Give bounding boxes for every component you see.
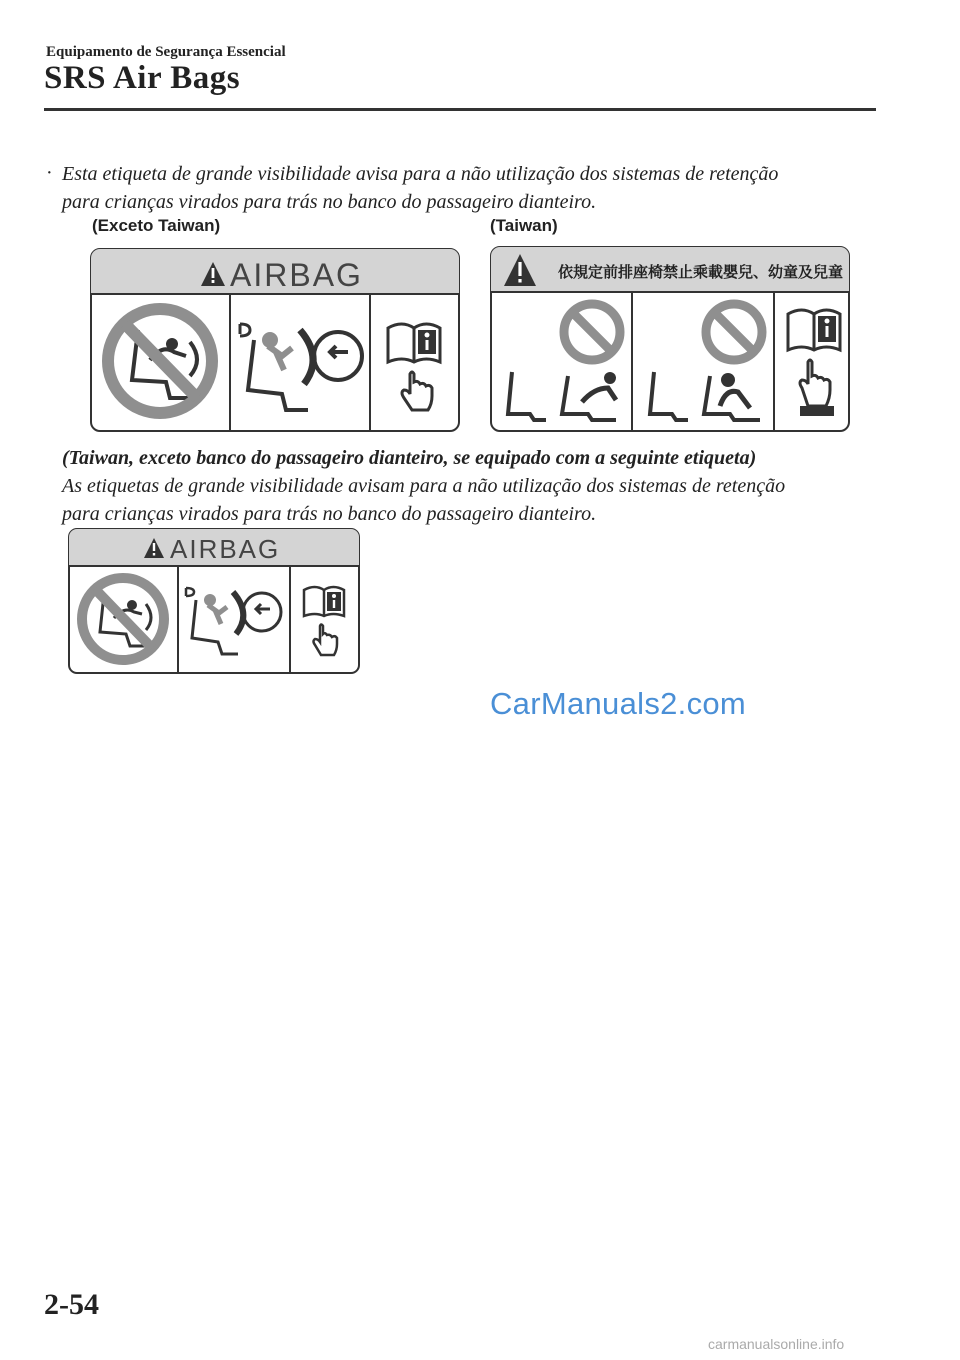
manual-book-icon [788,310,840,350]
caption-except-taiwan: (Exceto Taiwan) [92,216,221,235]
taiwan-warning-text: 依規定前排座椅禁止乘載嬰兒、幼童及兒童 [558,263,844,281]
footer-site-text: carmanualsonline.info [708,1336,845,1352]
airbag-label-text: AIRBAG [230,257,363,293]
airbag-warning-label-taiwan-rear [68,528,360,674]
title-divider [44,108,876,111]
paragraph-2-line-2: para crianças virados para trás no banco do passageiro dianteiro. [62,503,597,525]
paragraph-2-line-1: As etiquetas de grande visibilidade avisam para a não utilização dos sistemas de retenção [62,475,786,497]
airbag-label-text: AIRBAG [170,534,281,564]
watermark-text: CarManuals2.com [490,686,747,721]
manual-book-icon [304,587,344,616]
page-title: SRS Air Bags [44,60,241,96]
airbag-warning-label-except-taiwan [90,248,460,432]
paragraph-1-line-1: Esta etiqueta de grande visibilidade avisa para a não utilização dos sistemas de retenção [62,163,779,185]
paragraph-2-heading: (Taiwan, exceto banco do passageiro dianteiro, se equipado com a seguinte etiqueta) [62,447,757,469]
airbag-warning-label-taiwan [490,246,850,432]
bullet-marker: · [46,162,53,184]
caption-taiwan: (Taiwan) [490,216,558,235]
manual-book-icon [388,324,440,362]
paragraph-1-line-2: para crianças virados para trás no banco do passageiro dianteiro. [62,191,597,213]
section-label: Equipamento de Segurança Essencial [46,44,286,60]
page-number: 2-54 [44,1288,99,1321]
